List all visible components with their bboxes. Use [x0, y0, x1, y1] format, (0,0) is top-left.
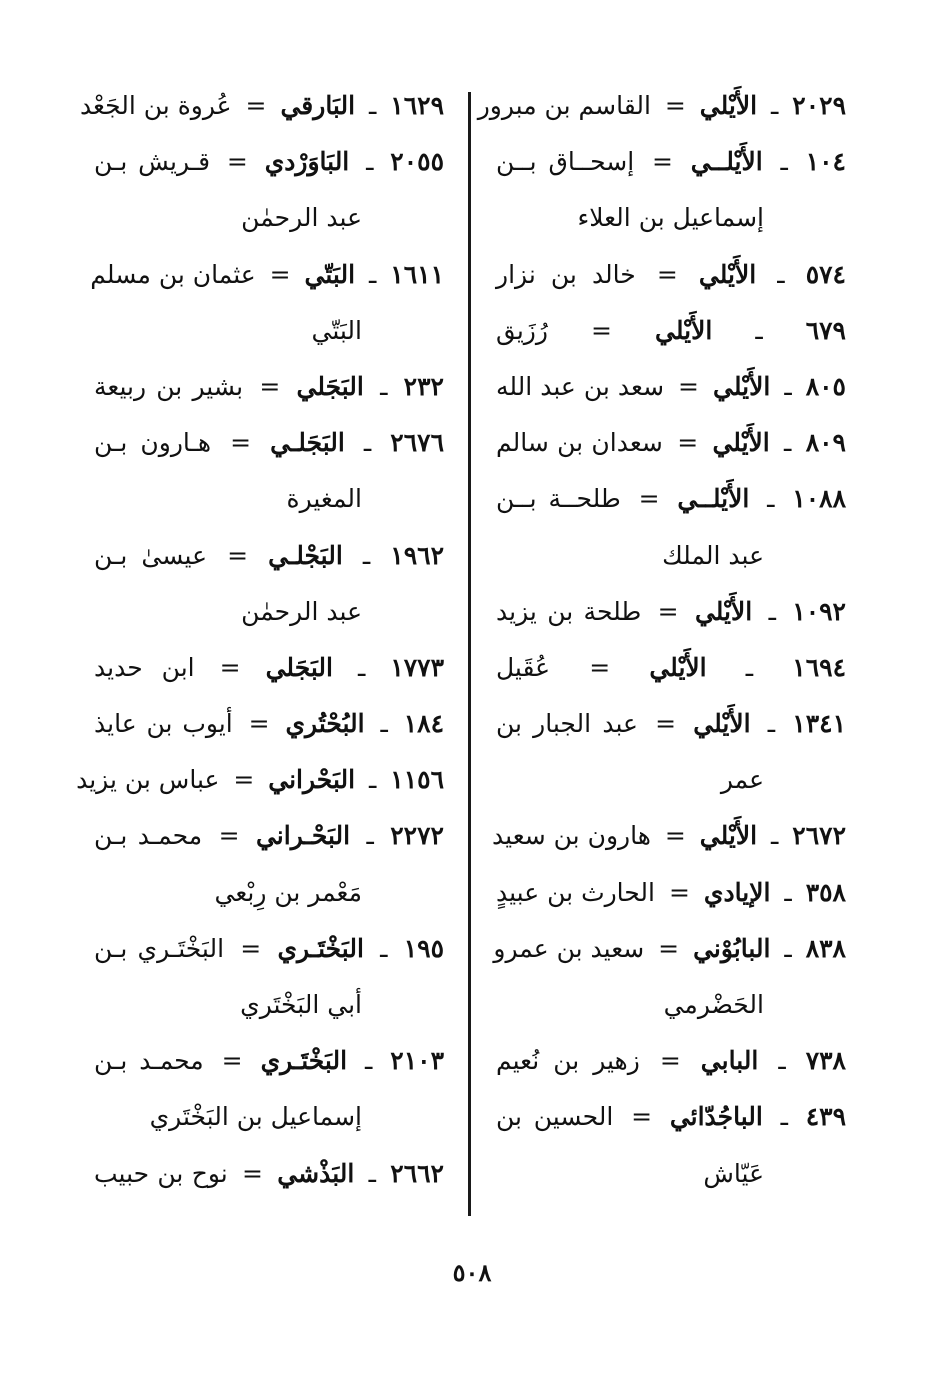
entry-number: ٢١٠٣ [390, 1046, 444, 1076]
dash-separator: ـ [777, 259, 785, 289]
person-name: عبد الجبار بن [496, 709, 638, 739]
entry-number: ٢٦٧٢ [792, 821, 846, 851]
nisba-name: البَخْتَـري [260, 1046, 348, 1076]
dash-separator: ـ [784, 371, 792, 401]
person-name: خالد بن نزار [496, 259, 636, 289]
nisba-name: البَاوَرْدي [264, 147, 350, 177]
nisba-name: البَجَلـي [270, 428, 345, 458]
entry-number: ١٣٤١ [792, 709, 846, 739]
entry-number: ١٨٤ [403, 709, 445, 739]
equals-sign: = [678, 371, 699, 401]
nisba-name: الأَيْلي [713, 371, 771, 401]
entry-number: ٦٧٩ [805, 315, 846, 345]
person-name: عُقَيل [496, 652, 551, 682]
entry-number: ١٠٩٢ [792, 596, 846, 626]
index-entry [94, 1146, 444, 1202]
equals-sign: = [226, 147, 248, 177]
index-entry [496, 247, 846, 303]
equals-sign: = [664, 91, 686, 120]
entry-continuation: عبد الرحمٰن [241, 596, 362, 626]
person-name: أيوب بن عايذ [94, 709, 233, 739]
entry-number: ١١٥٦ [390, 765, 444, 795]
entry-continuation: إسماعيل بن العلاء [577, 203, 764, 233]
equals-sign: = [269, 259, 291, 289]
dash-separator: ـ [771, 821, 779, 851]
entry-number: ٨٠٩ [805, 428, 846, 458]
entry-number: ١٦٢٩ [390, 91, 444, 120]
equals-sign: = [659, 1046, 681, 1076]
dash-separator: ـ [780, 1102, 788, 1132]
entry-number: ٤٣٩ [805, 1102, 847, 1132]
nisba-name: البَحْراني [268, 765, 356, 795]
dash-separator: ـ [780, 147, 788, 177]
entry-continuation: عمر [720, 765, 764, 795]
equals-sign: = [658, 933, 680, 963]
dash-separator: ـ [767, 709, 776, 739]
nisba-name: الأَيْلي [693, 709, 751, 739]
index-entry [496, 640, 846, 696]
entry-continuation: الحَضْرمي [663, 990, 764, 1019]
equals-sign: = [631, 1102, 653, 1132]
dash-separator: ـ [369, 259, 377, 289]
dash-separator: ـ [767, 484, 775, 514]
entry-continuation: أبي البَخْتَري [240, 990, 362, 1019]
dash-separator: ـ [357, 652, 366, 682]
person-name: عباس بن يزيد [76, 765, 220, 795]
equals-sign: = [656, 259, 678, 289]
nisba-name: الأَيْلي [694, 596, 753, 626]
person-name: هارون بن سعيد [492, 821, 651, 851]
person-name: هـارون بـن [94, 428, 212, 458]
person-name: زهير بن نُعيم [496, 1046, 640, 1076]
entry-number: ١٦٩٤ [792, 652, 847, 682]
person-name: قـريش بـن [94, 147, 211, 177]
dash-separator: ـ [369, 91, 377, 120]
nisba-name: البابُوْني [693, 933, 771, 963]
person-name: ابن حديد [94, 652, 195, 682]
entry-number: ١٦١١ [390, 259, 444, 289]
equals-sign: = [664, 821, 686, 851]
nisba-name: البَجَلي [265, 652, 333, 682]
entry-continuation: المغيرة [286, 484, 362, 514]
entry-number: ٢٢٧٢ [390, 821, 444, 851]
equals-sign: = [218, 821, 240, 851]
nisba-name: البَجَلي [296, 371, 364, 401]
index-entry [477, 78, 846, 134]
equals-sign: = [591, 315, 612, 345]
index-entry [496, 471, 846, 527]
person-name: إسحــاق بــن [496, 147, 635, 177]
index-entry [496, 359, 846, 415]
entry-number: ٢٦٦٢ [390, 1158, 444, 1188]
person-name: سعيد بن عمرو [493, 933, 645, 963]
equals-sign: = [233, 765, 255, 795]
person-name: القاسم بن مبرور [477, 91, 651, 120]
nisba-name: الأَيْلي [655, 315, 713, 345]
person-name: عثمان بن مسلم [90, 259, 256, 289]
entry-number: ٢٠٥٥ [390, 147, 444, 177]
right-column [477, 78, 847, 1202]
index-entry [94, 1033, 444, 1089]
nisba-name: الأَيْلــي [677, 484, 750, 514]
index-entry [94, 808, 444, 864]
index-entry [94, 415, 444, 471]
entry-number: ١٩٥ [403, 933, 445, 963]
index-entry [496, 415, 846, 471]
person-name: البَخْتَـري بـن [94, 933, 225, 963]
entry-number: ٥٧٤ [805, 259, 846, 289]
dash-separator: ـ [755, 315, 763, 345]
dash-separator: ـ [784, 428, 792, 458]
index-entry [94, 359, 444, 415]
index-entry [90, 247, 444, 303]
dash-separator: ـ [784, 933, 792, 963]
dash-separator: ـ [768, 596, 776, 626]
nisba-name: البَخْتَـري [277, 933, 364, 963]
index-entry [94, 528, 444, 584]
entry-number: ٢٦٧٦ [390, 428, 445, 458]
entry-continuation: مَعْمر بن رِبْعي [214, 877, 362, 907]
nisba-name: البُحْتُري [285, 709, 365, 739]
dash-separator: ـ [365, 1046, 373, 1076]
person-name: سعدان بن سالم [496, 428, 663, 458]
index-entry [496, 696, 846, 752]
dash-separator: ـ [366, 821, 374, 851]
person-name: سعد بن عبد الله [496, 371, 665, 401]
entry-number: ١٩٦٢ [390, 540, 444, 570]
equals-sign: = [219, 652, 241, 682]
entry-continuation: البَتّي [311, 315, 362, 345]
nisba-name: الأَيْلي [699, 821, 758, 851]
person-name: محمـد بـن [94, 821, 203, 851]
nisba-name: البَحْـراني [255, 821, 351, 851]
entry-number: ٨٣٨ [805, 933, 846, 963]
index-entry [94, 696, 444, 752]
nisba-name: البَتّي [304, 259, 356, 289]
dash-separator: ـ [368, 1158, 376, 1188]
nisba-name: البَارقي [280, 91, 356, 120]
entry-number: ٢٣٢ [403, 371, 444, 401]
equals-sign: = [245, 91, 267, 120]
person-name: عُروة بن الجَعْد [79, 91, 232, 120]
dash-separator: ـ [771, 91, 779, 120]
dash-separator: ـ [778, 1046, 786, 1076]
index-entry [79, 78, 444, 134]
equals-sign: = [259, 371, 281, 401]
entry-number: ٢٠٢٩ [792, 91, 846, 120]
dash-separator: ـ [380, 933, 388, 963]
index-entry [496, 1089, 846, 1145]
left-column [76, 78, 445, 1202]
nisba-name: البَذْشي [277, 1158, 355, 1188]
dash-separator: ـ [366, 147, 374, 177]
index-entry [94, 640, 444, 696]
index-entry [496, 584, 846, 640]
entry-number: ٣٥٨ [805, 877, 846, 907]
entry-number: ١٧٧٣ [390, 652, 445, 682]
entry-continuation: إسماعيل بن البَخْتَري [149, 1102, 362, 1132]
equals-sign: = [227, 540, 249, 570]
equals-sign: = [638, 484, 660, 514]
dash-separator: ـ [362, 540, 371, 570]
person-name: محمـد بـن [94, 1046, 204, 1076]
equals-sign: = [242, 1158, 263, 1188]
equals-sign: = [655, 709, 677, 739]
column-divider [468, 92, 471, 1216]
person-name: نوح بن حبيب [94, 1158, 228, 1188]
person-name: طلحة بن يزيد [496, 596, 642, 626]
index-entry [94, 921, 444, 977]
person-name: الحارث بن عبيدٍ [496, 877, 655, 907]
equals-sign: = [221, 1046, 243, 1076]
dash-separator: ـ [784, 877, 792, 907]
index-entry [496, 1033, 846, 1089]
equals-sign: = [230, 428, 252, 458]
equals-sign: = [668, 877, 690, 907]
index-entry [492, 808, 846, 864]
equals-sign: = [657, 596, 679, 626]
index-entry [493, 921, 846, 977]
person-name: بشير بن ربيعة [94, 371, 244, 401]
equals-sign: = [677, 428, 699, 458]
nisba-name: الأَيْلي [649, 652, 707, 682]
dash-separator: ـ [745, 652, 754, 682]
index-entry [496, 134, 846, 190]
page-number: ٥٠٨ [452, 1258, 492, 1287]
person-name: الحسين بن [496, 1102, 614, 1132]
index-entry [496, 865, 846, 921]
nisba-name: الأَيْلي [712, 428, 770, 458]
nisba-name: الأَيْلــي [690, 147, 763, 177]
entry-number: ١٠٤ [805, 147, 846, 177]
nisba-name: الأَيْلي [698, 259, 757, 289]
entry-continuation: عَيّاش [703, 1158, 764, 1188]
index-entry [94, 134, 444, 190]
entry-number: ١٠٨٨ [792, 484, 846, 514]
person-name: عيسىٰ بـن [94, 540, 207, 570]
nisba-name: البَجْلـي [268, 540, 343, 570]
entry-continuation: عبد الملك [662, 540, 764, 570]
nisba-name: الأَيْلي [699, 91, 758, 120]
nisba-name: الباجُدّائي [669, 1102, 763, 1132]
dash-separator: ـ [369, 765, 377, 795]
equals-sign: = [240, 933, 262, 963]
dash-separator: ـ [363, 428, 372, 458]
dash-separator: ـ [380, 371, 388, 401]
entry-number: ٧٣٨ [805, 1046, 846, 1076]
person-name: طلحــة بــن [496, 484, 621, 514]
equals-sign: = [651, 147, 673, 177]
index-entry [76, 752, 444, 808]
entry-continuation: عبد الرحمٰن [241, 203, 362, 233]
dash-separator: ـ [380, 709, 388, 739]
entry-number: ٨٠٥ [805, 371, 846, 401]
nisba-name: البابي [700, 1046, 759, 1076]
index-entry [496, 303, 846, 359]
nisba-name: الإيادي [703, 877, 771, 907]
equals-sign: = [248, 709, 270, 739]
equals-sign: = [589, 652, 611, 682]
person-name: رُزَيق [496, 315, 548, 345]
